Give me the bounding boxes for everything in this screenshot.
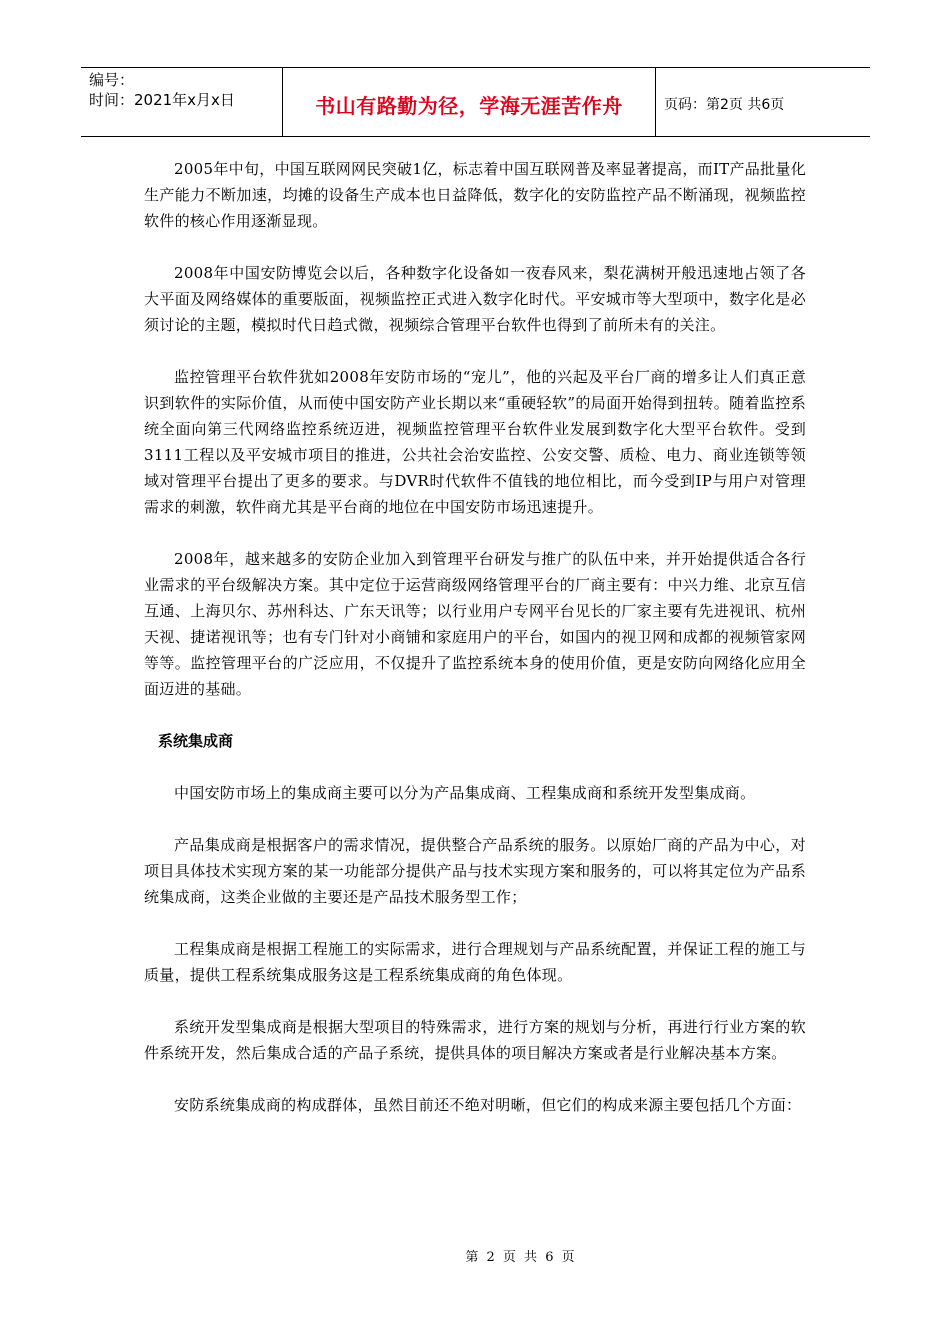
header-page-cell (656, 68, 870, 136)
paragraph: 工程集成商是根据工程施工的实际需求，进行合理规划与产品系统配置，并保证工程的施工与质量，提供工程系统集成服务这是工程系统集成商的角色体现。 (144, 940, 806, 984)
header-meta (81, 68, 282, 136)
serial-label: 编号： (89, 71, 135, 89)
paragraph: 产品集成商是根据客户的需求情况，提供整合产品系统的服务。以原始厂商的产品为中心，对项目具体技术实现方案的某一功能部分提供产品与技术实现方案和服务的，可以将其定位为产品系统集成商，这类企业做的主要还是产品技术服务型工作； (144, 836, 806, 906)
header-table (81, 67, 870, 137)
header-motto-cell (282, 68, 656, 136)
paragraph: 2005年中旬，中国互联网网民突破1亿，标志着中国互联网普及率显著提高，而IT产品批量化生产能力不断加速，均摊的设备生产成本也日益降低，数字化的安防监控产品不断涌现，视频监控软件的核心作用逐渐显现。 (144, 160, 806, 230)
paragraph: 安防系统集成商的构成群体，虽然目前还不绝对明晰，但它们的构成来源主要包括几个方面： (174, 1096, 802, 1114)
page-indicator: 页码：第2页 共6页 (664, 97, 785, 113)
section-heading: 系统集成商 (158, 732, 234, 750)
paragraph: 中国安防市场上的集成商主要可以分为产品集成商、工程集成商和系统开发型集成商。 (174, 784, 756, 802)
paragraph: 2008年中国安防博览会以后，各种数字化设备如一夜春风来，梨花满树开般迅速地占领了各大平面及网络媒体的重要版面，视频监控正式进入数字化时代。平安城市等大型项中，数字化是必须讨论的主题，模拟时代日趋式微，视频综合管理平台软件也得到了前所未有的关注。 (144, 264, 806, 334)
page-footer: 第 2 页 共 6 页 (465, 1250, 577, 1265)
time-label: 时间：2021年x月x日 (89, 91, 235, 109)
paragraph: 监控管理平台软件犹如2008年安防市场的“宠儿”，他的兴起及平台厂商的增多让人们真正意识到软件的实际价值，从而使中国安防产业长期以来“重硬轻软”的局面开始得到扭转。随着监控系统全面向第三代网络监控系统迈进，视频监控管理平台软件业发展到数字化大型平台软件。受到3111工程以及平安城市项目的推进，公共社会治安监控、公安交警、质检、电力、商业连锁等领域对管理平台提出了更多的要求。与DVR时代软件不值钱的地位相比，而今受到IP与用户对管理需求的刺激，软件商尤其是平台商的地位在中国安防市场迅速提升。 (144, 368, 806, 516)
paragraph: 系统开发型集成商是根据大型项目的特殊需求，进行方案的规划与分析，再进行行业方案的软件系统开发，然后集成合适的产品子系统，提供具体的项目解决方案或者是行业解决基本方案。 (144, 1018, 806, 1062)
motto: 书山有路勤为径，学海无涯苦作舟 (315, 93, 623, 118)
document-body (144, 156, 806, 1144)
paragraph: 2008年，越来越多的安防企业加入到管理平台研发与推广的队伍中来，并开始提供适合各行业需求的平台级解决方案。其中定位于运营商级网络管理平台的厂商主要有：中兴力维、北京互信互通、上海贝尔、苏州科达、广东天讯等；以行业用户专网平台见长的厂家主要有先进视讯、杭州天视、捷诺视讯等；也有专门针对小商铺和家庭用户的平台，如国内的视卫网和成都的视频管家网等等。监控管理平台的广泛应用，不仅提升了监控系统本身的使用价值，更是安防向网络化应用全面迈进的基础。 (144, 550, 806, 698)
